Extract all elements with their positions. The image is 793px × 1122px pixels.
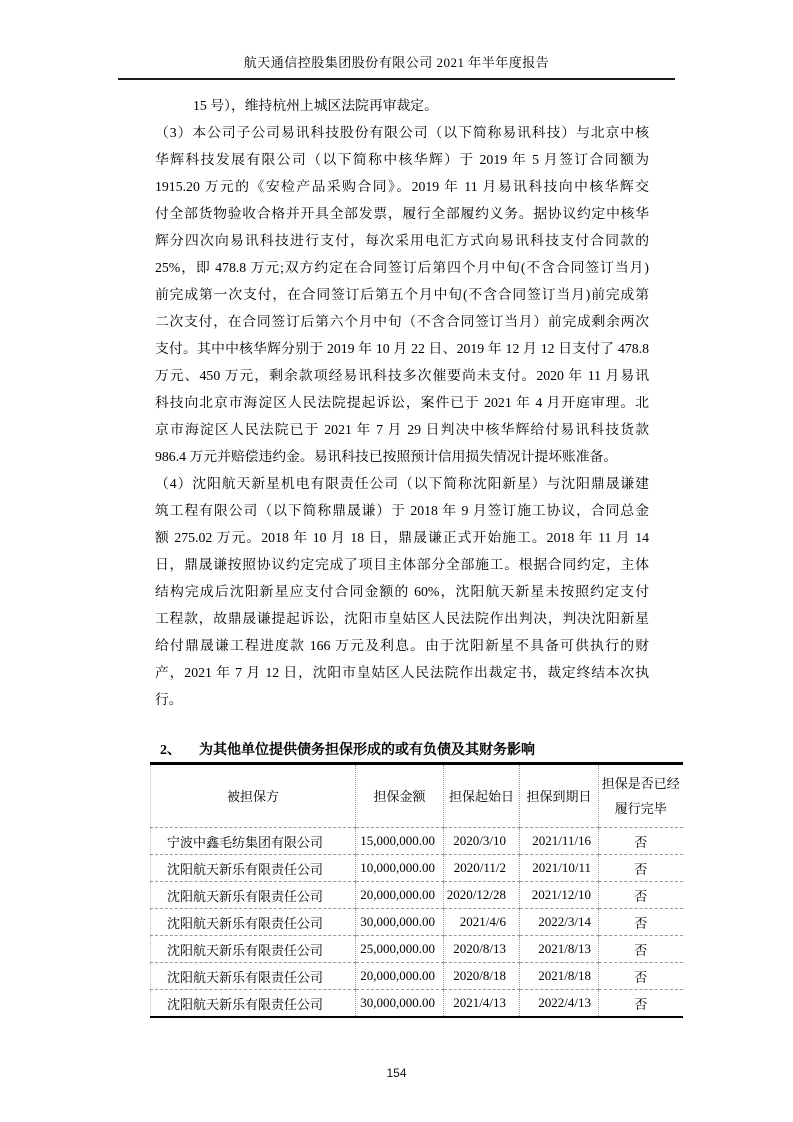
table-cell: 2021/12/10 <box>520 882 599 909</box>
table-cell: 沈阳航天新乐有限责任公司 <box>151 882 356 909</box>
guarantee-table-body <box>151 828 683 1018</box>
text-line: 辉分四次向易讯科技进行支付，每次采用电汇方式向易讯科技支付合同款的 <box>155 233 649 248</box>
paragraph <box>155 470 649 713</box>
text-line: 1915.20 万元的《安检产品采购合同》。2019 年 11 月易讯科技向中核华辉交 <box>155 179 649 194</box>
table-cell: 25,000,000.00 <box>356 936 444 963</box>
table-header-row <box>151 764 683 828</box>
guarantee-table-header <box>151 764 683 828</box>
paragraph <box>155 92 649 119</box>
text-line: 行。 <box>155 692 183 707</box>
table-header-cell: 担保到期日 <box>520 764 599 828</box>
text-line: 万元、450 万元，剩余款项经易讯科技多次催要尚未支付。2020 年 11 月易讯 <box>155 368 649 383</box>
table-row <box>151 963 683 990</box>
text-line: 日，鼎晟谦按照协议约定完成了项目主体部分全部施工。根据合同约定，主体 <box>155 557 649 572</box>
section-title: 为其他单位提供债务担保形成的或有负债及其财务影响 <box>199 743 535 758</box>
page-header <box>0 0 793 80</box>
report-header-title: 航天通信控股集团股份有限公司 2021 年半年度报告 <box>243 55 550 70</box>
table-row <box>151 936 683 963</box>
table-cell: 30,000,000.00 <box>356 909 444 936</box>
text-line: 986.4 万元并赔偿违约金。易讯科技已按照预计信用损失情况计提坏账准备。 <box>155 449 618 464</box>
table-row <box>151 855 683 882</box>
table-cell: 否 <box>599 828 683 855</box>
table-row <box>151 828 683 855</box>
table-cell: 2020/12/28 <box>444 882 520 909</box>
text-line: 筑工程有限公司（以下简称鼎晟谦）于 2018 年 9 月签订施工协议，合同总金 <box>155 503 649 518</box>
table-row <box>151 882 683 909</box>
table-cell: 沈阳航天新乐有限责任公司 <box>151 936 356 963</box>
guarantee-table <box>150 762 683 1018</box>
table-cell: 2021/4/6 <box>444 909 520 936</box>
table-row <box>151 990 683 1018</box>
table-cell: 2020/11/2 <box>444 855 520 882</box>
table-cell: 30,000,000.00 <box>356 990 444 1018</box>
table-cell: 15,000,000.00 <box>356 828 444 855</box>
table-cell: 10,000,000.00 <box>356 855 444 882</box>
text-line: 付全部货物验收合格并开具全部发票，履行全部履约义务。据协议约定中核华 <box>155 206 649 221</box>
table-cell: 2022/4/13 <box>520 990 599 1018</box>
table-cell: 沈阳航天新乐有限责任公司 <box>167 996 324 1012</box>
table-cell: 否 <box>599 990 683 1018</box>
text-line: 15 号），维持杭州上城区法院再审裁定。 <box>193 98 438 113</box>
table-cell: 2020/8/13 <box>444 936 520 963</box>
table-cell: 否 <box>599 882 683 909</box>
table-cell: 沈阳航天新乐有限责任公司 <box>151 909 356 936</box>
table-cell: 否 <box>599 963 683 990</box>
section-heading <box>150 739 682 762</box>
text-line: （4）沈阳航天新星机电有限责任公司（以下简称沈阳新星）与沈阳鼎晟谦建 <box>155 476 649 491</box>
text-line: 产，2021 年 7 月 12 日，沈阳市皇姑区人民法院作出裁定书，裁定终结本次执 <box>155 665 649 680</box>
table-row <box>151 909 683 936</box>
paragraph <box>155 119 649 470</box>
header-rule <box>118 78 675 80</box>
text-line: 支付。其中中核华辉分别于 2019 年 10 月 22 日、2019 年 12 月 12 日支付了 478.8 <box>155 341 649 356</box>
table-cell: 否 <box>599 855 683 882</box>
table-cell: 2020/3/10 <box>444 828 520 855</box>
text-line: 前完成第一次支付，在合同签订后第五个月中旬(不含合同签订当月)前完成第 <box>155 287 649 302</box>
table-header-cell: 担保是否已经履行完毕 <box>599 764 683 828</box>
table-header-cell: 被担保方 <box>151 764 356 828</box>
table-cell: 2022/3/14 <box>520 909 599 936</box>
table-cell: 2020/8/18 <box>444 963 520 990</box>
table-cell: 20,000,000.00 <box>356 882 444 909</box>
table-cell: 否 <box>599 936 683 963</box>
table-cell: 沈阳航天新乐有限责任公司 <box>151 963 356 990</box>
text-line: 科技向北京市海淀区人民法院提起诉讼，案件已于 2021 年 4 月开庭审理。北 <box>155 395 649 410</box>
text-line: 二次支付，在合同签订后第六个月中旬（不含合同签订当月）前完成剩余两次 <box>155 314 649 329</box>
section-number: 2、 <box>160 743 181 758</box>
text-line: 工程款，故鼎晟谦提起诉讼，沈阳市皇姑区人民法院作出判决，判决沈阳新星 <box>155 611 649 626</box>
text-line: 京市海淀区人民法院已于 2021 年 7 月 29 日判决中核华辉给付易讯科技货款 <box>155 422 649 437</box>
table-cell: 2021/10/11 <box>520 855 599 882</box>
body-text <box>155 92 649 713</box>
table-cell: 2021/11/16 <box>520 828 599 855</box>
table-header-cell: 担保金额 <box>356 764 444 828</box>
table-cell: 2021/8/18 <box>520 963 599 990</box>
table-cell: 否 <box>599 909 683 936</box>
text-line: （3）本公司子公司易讯科技股份有限公司（以下简称易讯科技）与北京中核 <box>155 125 649 140</box>
table-header-cell: 担保起始日 <box>444 764 520 828</box>
table-cell: 沈阳航天新乐有限责任公司 <box>151 855 356 882</box>
text-line: 华辉科技发展有限公司（以下简称中核华辉）于 2019 年 5 月签订合同额为 <box>155 152 649 167</box>
table-cell: 2021/8/13 <box>520 936 599 963</box>
table-cell: 2021/4/13 <box>444 990 520 1018</box>
text-line: 结构完成后沈阳新星应支付合同金额的 60%，沈阳航天新星未按照约定支付 <box>155 584 649 599</box>
table-cell: 宁波中鑫毛纺集团有限公司 <box>151 828 356 855</box>
page-number: 154 <box>386 1066 407 1080</box>
text-line: 25%，即 478.8 万元;双方约定在合同签订后第四个月中旬(不含合同签订当月) <box>155 260 649 275</box>
table-cell: 20,000,000.00 <box>356 963 444 990</box>
text-line: 额 275.02 万元。2018 年 10 月 18 日，鼎晟谦正式开始施工。2018 年 11 月 14 <box>155 530 649 545</box>
text-line: 给付鼎晟谦工程进度款 166 万元及利息。由于沈阳新星不具备可供执行的财 <box>155 638 649 653</box>
